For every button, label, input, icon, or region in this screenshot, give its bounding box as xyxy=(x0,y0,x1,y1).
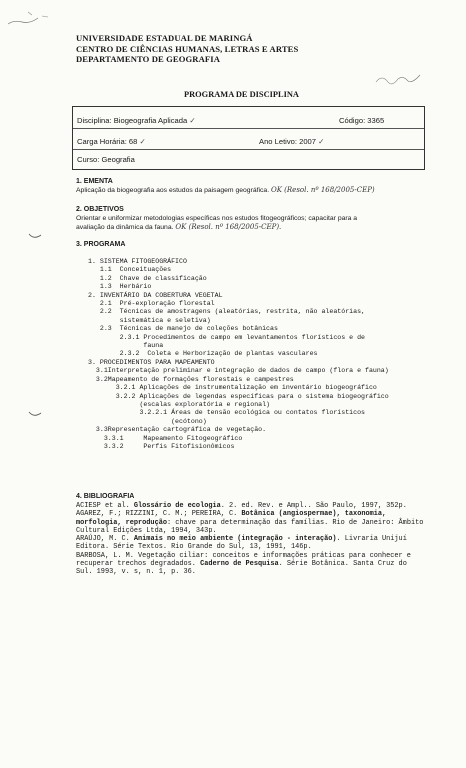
objetivos-text: Orientar e uniformizar metodologias específicas nos estudos fitogeográficos; capacitar para a avaliação da dinâmica da fauna. OK (Resol. nº 168/2005-CEP). xyxy=(76,215,358,232)
programa-item: 3.2Mapeamento de formações florestais e campestres xyxy=(88,375,294,383)
programa-item: 2.1 Pré-exploração florestal xyxy=(88,300,215,308)
ementa-handwritten-note: OK (Resol. nº 168/2005-CEP) xyxy=(270,186,375,194)
programa-item: 3.2.2.1 Áreas de tensão ecológica ou contatos florísticos xyxy=(88,409,365,417)
programa-heading: 3. PROGRAMA xyxy=(76,241,126,248)
center-name: CENTRO DE CIÊNCIAS HUMANAS, LETRAS E ARTES xyxy=(76,43,299,54)
programa-item: 3.2.2 Aplicações de legendas específicas para o sistema biogeográfico xyxy=(88,392,389,400)
objetivos-handwritten-note: OK (Resol. nº 168/2005-CEP). xyxy=(175,223,282,232)
programa-item: (ecótono) xyxy=(88,417,207,425)
programa-item: 2.3.1 Procedimentos de campo em levantamentos florísticos e de xyxy=(88,333,365,341)
margin-mark-icon xyxy=(28,232,42,240)
programa-item: 1.1 Conceituações xyxy=(88,266,172,274)
workload-field: Carga Horária: 68 ✓ xyxy=(77,137,146,146)
page-title: PROGRAMA DE DISCIPLINA xyxy=(184,90,299,99)
code-field: Código: 3365 xyxy=(339,116,385,125)
programa-item: 3.3Representação cartográfica de vegetação. xyxy=(88,426,267,434)
programa-item: 2. INVENTÁRIO DA COBERTURA VEGETAL xyxy=(88,291,223,299)
bibliography-entry: ARAÚJO, M. C. Animais no meio ambiente (integração - interação). Livraria Unijuí Editora. Série Textos. Rio Grande do Sul, 13, 1991, 146p. xyxy=(76,535,407,552)
institution-header xyxy=(76,33,298,65)
programa-item: fauna xyxy=(88,342,164,350)
department-name: DEPARTAMENTO DE GEOGRAFIA xyxy=(76,54,221,65)
bibliography-list xyxy=(76,502,426,577)
course-info-box xyxy=(72,106,425,170)
margin-mark-icon xyxy=(28,410,42,418)
programa-item: 3.3.1 Mapeamento Fitogeográfico xyxy=(88,434,243,442)
course-field: Curso: Geografia xyxy=(77,155,135,164)
scribble-mark-icon xyxy=(2,6,62,36)
signature-scribble-icon xyxy=(372,70,432,90)
bibliography-entry: BARBOSA, L. M. Vegetação ciliar: conceitos e informações práticas para conhecer e recuperar trechos degradados. Caderno de Pesquisa. Série Botânica. Santa Cruz do Sul. 1993, v. s, n. 1, p. 36. xyxy=(76,551,411,577)
bibliografia-heading: 4. BIBLIOGRAFIA xyxy=(76,493,135,500)
discipline-field: Disciplina: Biogeografia Aplicada ✓ xyxy=(77,116,196,125)
bibliography-entry: AGAREZ, F.; RIZZINI, C. M.; PEREIRA, C. Botânica (angiospermae), taxonomia, morfologia, reprodução: chave para determinação das famílias. Rio de Janeiro: Âmbito Cultural Edições Ltda, 1994, 343p. xyxy=(76,510,424,535)
programa-item: 2.3.2 Coleta e Herborização de plantas vasculares xyxy=(88,350,318,358)
programa-item: 3.2.1 Aplicações de instrumentalização em inventário biogeográfico xyxy=(88,384,377,392)
programa-item: 3.3.2 Perfis Fitofisionômicos xyxy=(88,442,235,450)
programa-item: 1.3 Herbário xyxy=(88,283,152,291)
programa-item: 1.2 Chave de classificação xyxy=(88,274,207,282)
ementa-heading: 1. EMENTA xyxy=(76,178,113,185)
school-year-field: Ano Letivo: 2007 ✓ xyxy=(259,137,325,146)
programa-item: 1. SISTEMA FITOGEOGRÁFICO xyxy=(88,258,187,265)
ementa-text: Aplicação da biogeografia aos estudos da paisagem geográfica. OK (Resol. nº 168/2005-CEP) xyxy=(76,186,375,194)
programa-item: 2.2 Técnicas de amostragens (aleatórias, restrita, não aleatórias, xyxy=(88,308,365,316)
programa-item: (escalas exploratória e regional) xyxy=(88,400,271,408)
programa-item: 2.3 Técnicas de manejo de coleções botânicas xyxy=(88,325,278,333)
programa-item: 3.1Interpretação preliminar e integração de dados de campo (flora e fauna) xyxy=(88,367,389,375)
university-name: UNIVERSIDADE ESTADUAL DE MARINGÁ xyxy=(76,33,253,43)
programa-outline xyxy=(88,258,389,451)
programa-item: sistemática e seletiva) xyxy=(88,316,211,324)
bibliography-entry: ACIESP et al. Glossário de ecologia. 2. ed. Rev. e Ampl.. São Paulo, 1997, 352p. xyxy=(76,502,407,510)
programa-item: 3. PROCEDIMENTOS PARA MAPEAMENTO xyxy=(88,358,215,366)
objetivos-heading: 2. OBJETIVOS xyxy=(76,206,124,213)
